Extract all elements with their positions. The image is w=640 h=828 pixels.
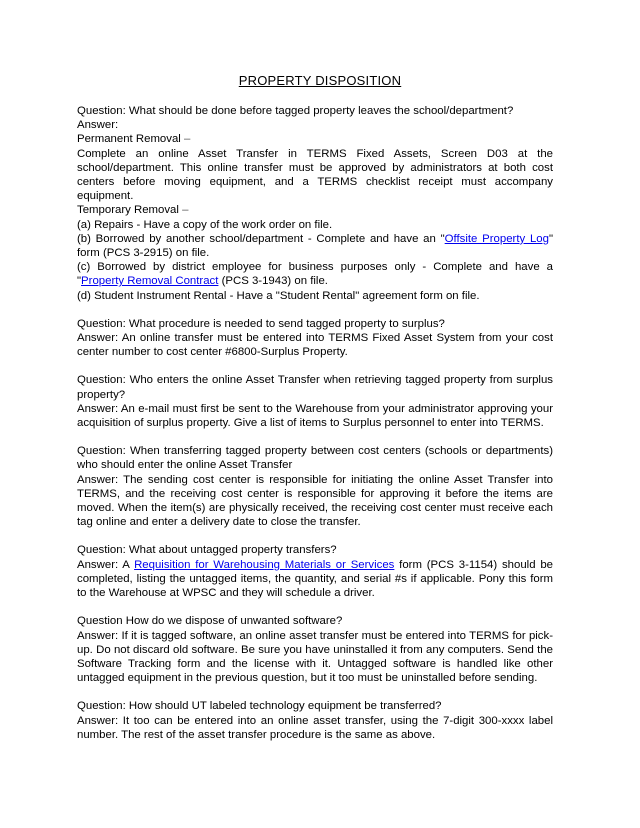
item-c-text-end: (PCS 3-1943) on file. bbox=[218, 275, 328, 288]
item-c bbox=[77, 260, 553, 288]
question-3: Question: Who enters the online Asset Transfer when retrieving tagged property from surplus property? bbox=[77, 374, 553, 401]
permanent-removal-label: Permanent Removal bbox=[77, 133, 181, 146]
permanent-removal-heading bbox=[77, 132, 553, 146]
item-d: (d) Student Instrument Rental - Have a "Student Rental" agreement form on file. bbox=[77, 289, 480, 302]
answer-1-label: Answer: bbox=[77, 119, 119, 132]
temporary-removal-heading bbox=[77, 203, 553, 217]
item-c-text: (c) Borrowed by district employee for business purposes only - Complete and have a " bbox=[77, 261, 553, 288]
heading-dash: – bbox=[184, 133, 191, 146]
question-4: Question: When transferring tagged property between cost centers (schools or departments) who should enter the online Asset Transfer bbox=[77, 445, 553, 472]
answer-2: Answer: An online transfer must be entered into TERMS Fixed Asset System from your cost center number to cost center #6800-Surplus Property. bbox=[77, 332, 553, 359]
offsite-property-log-link[interactable]: Offsite Property Log bbox=[444, 232, 549, 245]
answer-7: Answer: It too can be entered into an online asset transfer, using the 7-digit 300-xxxx label number. The rest of the asset transfer procedure is the same as above. bbox=[77, 714, 553, 741]
answer-5-text: Answer: A bbox=[77, 558, 135, 571]
answer-6: Answer: If it is tagged software, an online asset transfer must be entered into TERMS for pick-up. Do not discard old software. Be sure you have uninstalled it from any computers. Send the Software Tracking form and the license with it. Untagged software is handled like other untagged equipment in the previous question, but it too must be uninstalled before sending. bbox=[77, 629, 553, 685]
document-body bbox=[77, 104, 553, 742]
question-5: Question: What about untagged property transfers? bbox=[77, 544, 337, 557]
requisition-warehousing-link[interactable]: Requisition for Warehousing Materials or Services bbox=[134, 558, 395, 571]
answer-5 bbox=[77, 558, 553, 601]
answer-4: Answer: The sending cost center is responsible for initiating the online Asset Transfer into TERMS, and the receiving cost center is responsible for approving it before the items are moved. When the item(s) are physically received, the receiving cost center must receive each tag online and enter a delivery date to close the transfer. bbox=[77, 473, 553, 529]
heading-dash: – bbox=[182, 204, 189, 217]
item-a: (a) Repairs - Have a copy of the work order on file. bbox=[77, 218, 333, 231]
page-title: PROPERTY DISPOSITION bbox=[238, 73, 402, 88]
answer-5-text-end: form (PCS 3-1154) should be completed, listing the untagged items, the quantity, and serial #s if applicable. Pony this form to the Warehouse at WPSC and they will schedule a driver. bbox=[77, 558, 553, 600]
item-b bbox=[77, 232, 553, 260]
permanent-removal-text: Complete an online Asset Transfer in TERMS Fixed Assets, Screen D03 at the school/department. This online transfer must be approved by administrators at both cost centers before moving equipment, and a TERMS checklist receipt must accompany equipment. bbox=[77, 147, 553, 203]
item-b-text-end: " form (PCS 3-2915) on file. bbox=[77, 232, 553, 260]
answer-3: Answer: An e-mail must first be sent to the Warehouse from your administrator approving your acquisition of surplus property. Give a list of items to Surplus personnel to enter into TERMS. bbox=[77, 402, 553, 430]
question-1: Question: What should be done before tagged property leaves the school/department? bbox=[77, 105, 514, 117]
item-b-text: (b) Borrowed by another school/department - Complete and have an " bbox=[77, 232, 445, 245]
question-6: Question How do we dispose of unwanted software? bbox=[77, 615, 343, 628]
property-removal-contract-link[interactable]: Property Removal Contract bbox=[81, 275, 219, 288]
question-7: Question: How should UT labeled technology equipment be transferred? bbox=[77, 700, 442, 713]
question-2: Question: What procedure is needed to send tagged property to surplus? bbox=[77, 317, 445, 330]
temporary-removal-label: Temporary Removal bbox=[77, 204, 179, 217]
